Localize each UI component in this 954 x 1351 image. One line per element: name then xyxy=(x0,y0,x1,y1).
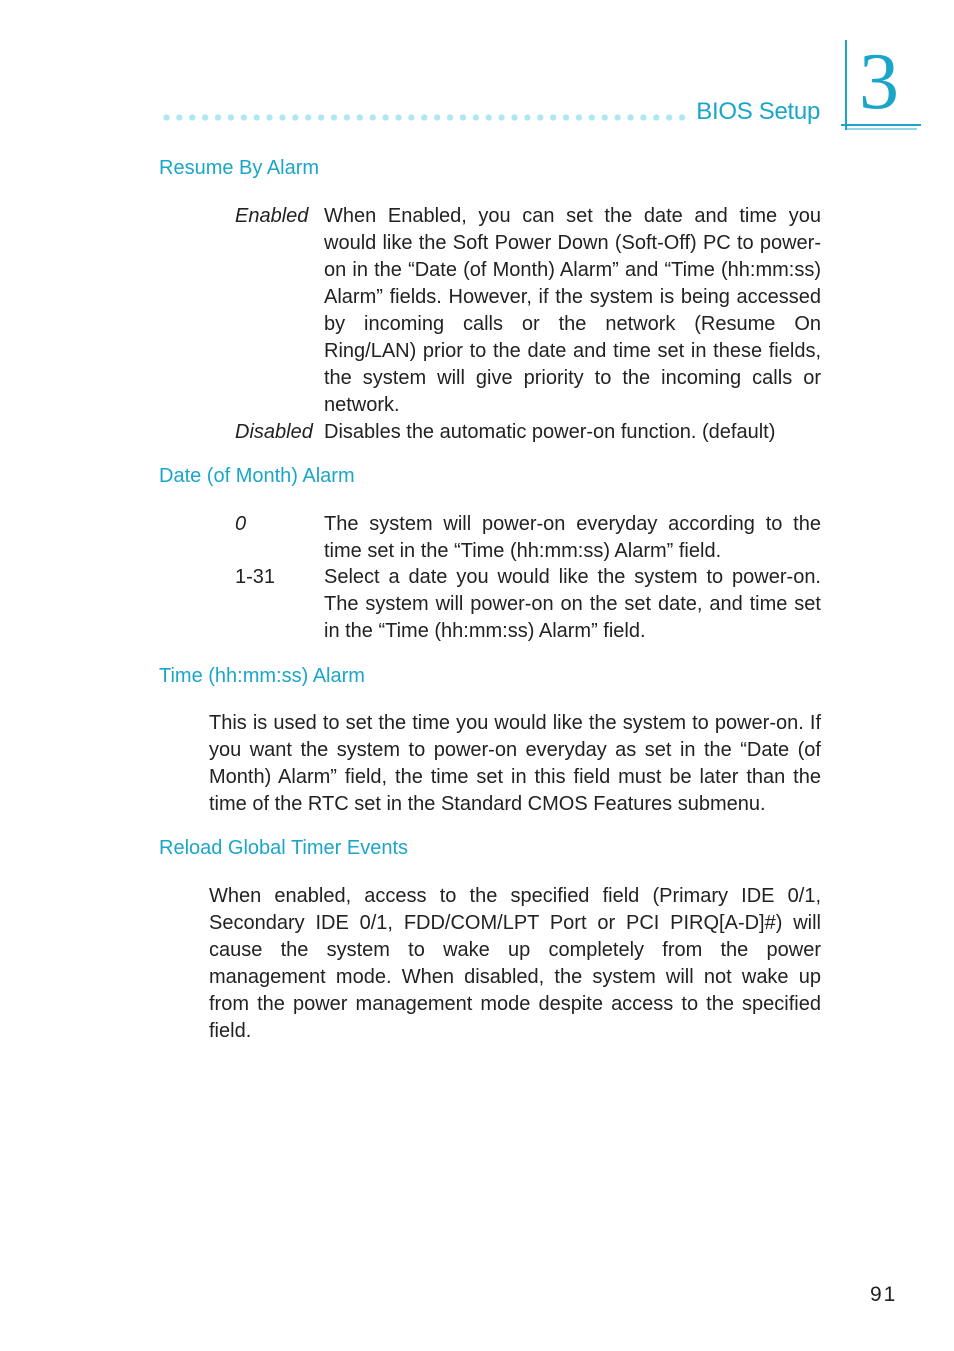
option-description: Select a date you would like the system to power-on. The system will power-on on the set date, and time set in the “Time (hh:mm:ss) Alarm” field. xyxy=(324,566,821,642)
section-heading-reload-global-timer-events: Reload Global Timer Events xyxy=(159,837,409,859)
option-key: Enabled xyxy=(235,205,309,227)
section-body-time-alarm: This is used to set the time you would like the system to power-on. If you want the system to power-on everyday as set in the “Date (of Month) Alarm” field, the time set in this field must be later than the time of the RTC set in the Standard CMOS Features submenu. xyxy=(209,712,821,815)
chapter-number: 3 xyxy=(859,38,899,126)
section-heading-date-alarm: Date (of Month) Alarm xyxy=(159,465,355,487)
option-description: The system will power-on everyday according to the time set in the “Time (hh:mm:ss) Alarm” field. xyxy=(324,513,821,562)
chapter-marker-vertical-rule xyxy=(845,40,847,130)
running-header-title: BIOS Setup xyxy=(696,98,820,125)
chapter-marker xyxy=(841,40,921,130)
option-key: 0 xyxy=(235,513,247,535)
option-description: When Enabled, you can set the date and time you would like the Soft Power Down (Soft-Off) PC to power-on in the “Date (of Month) Alarm” and “Time (hh:mm:ss) Alarm” fields. However, if the system is being accessed by incoming calls or the network (Resume On Ring/LAN) prior to the date and time set in these fields, the system will give priority to the incoming calls or network. xyxy=(324,205,821,416)
option-key: 1-31 xyxy=(235,566,276,588)
header-dot-rule xyxy=(160,113,690,122)
page-number: 91 xyxy=(870,1283,898,1306)
section-body-reload-global-timer-events: When enabled, access to the specified field (Primary IDE 0/1, Secondary IDE 0/1, FDD/COM/LPT Port or PCI PIRQ[A-D]#) will cause the system to wake up completely from the power management mode. When disabled, the system will not wake up from the power management mode despite access to the specified field. xyxy=(209,885,821,1042)
option-description: Disables the automatic power-on function. (default) xyxy=(324,421,776,443)
section-heading-time-alarm: Time (hh:mm:ss) Alarm xyxy=(159,665,365,687)
chapter-marker-horizontal-rule-light xyxy=(847,128,917,130)
section-heading-resume-by-alarm: Resume By Alarm xyxy=(159,157,320,179)
option-key: Disabled xyxy=(235,421,313,443)
